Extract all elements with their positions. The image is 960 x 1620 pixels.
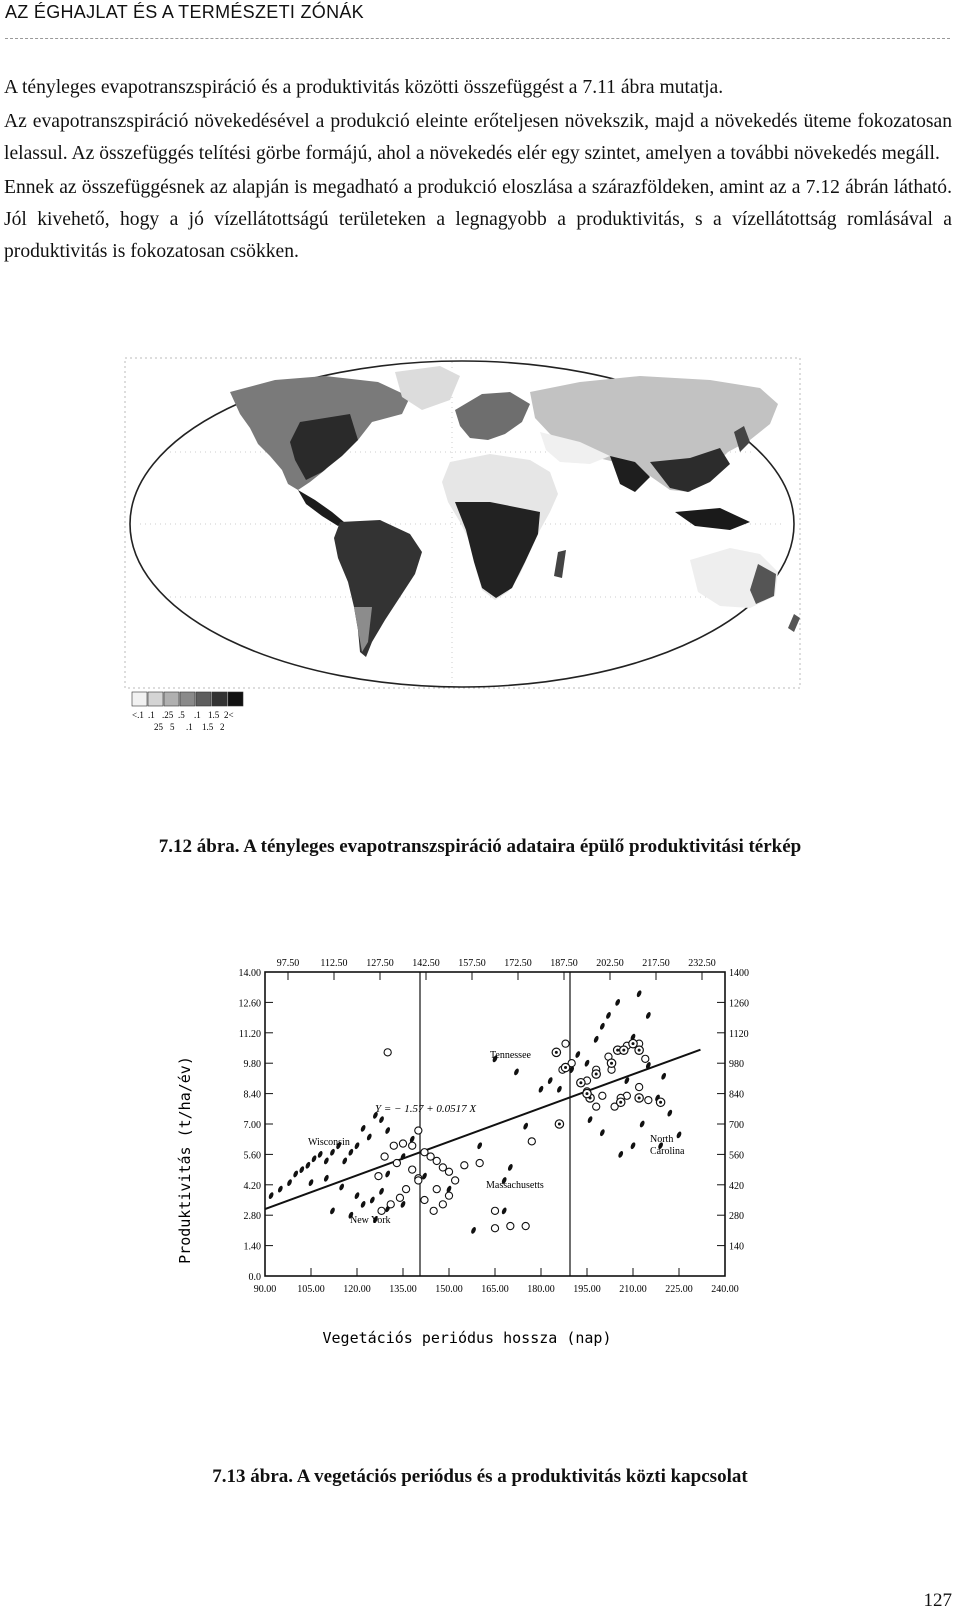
data-point-center	[638, 1049, 641, 1052]
y-tick-label: 9.80	[243, 1059, 261, 1071]
data-point	[354, 1142, 361, 1150]
y-tick-label: 14.00	[238, 968, 261, 979]
legend-label: 2	[220, 722, 225, 732]
x-tick-label-top: 232.50	[688, 958, 716, 969]
data-point	[396, 1194, 403, 1201]
running-header: AZ ÉGHAJLAT ÉS A TERMÉSZETI ZÓNÁK	[5, 2, 364, 22]
data-point	[636, 990, 643, 998]
data-point-center	[579, 1081, 582, 1084]
data-point	[433, 1186, 440, 1193]
data-point	[645, 1011, 652, 1019]
data-point-center	[586, 1092, 589, 1095]
data-point	[676, 1131, 683, 1139]
y-tick-label-right: 140	[729, 1241, 744, 1253]
x-tick-label: 195.00	[573, 1284, 601, 1295]
legend-swatch	[180, 692, 195, 706]
paragraph: Az evapotranszspiráció növekedésével a produkció eleinte erőteljesen növekszik, majd a növekedés üteme fokozatosan lelassul. Az összefüggés telítési görbe formájú, ahol a növekedés elér egy szintet, amelyen a további növekedés megáll.	[4, 111, 952, 164]
data-point	[384, 1049, 391, 1056]
y-tick-label: 1.40	[243, 1241, 261, 1253]
data-point	[378, 1116, 385, 1124]
legend-label: 2<	[224, 710, 234, 720]
y-tick-label: 11.20	[238, 1028, 261, 1040]
x-tick-label-top: 127.50	[366, 958, 394, 969]
legend-swatch	[148, 692, 163, 706]
data-point	[409, 1142, 416, 1149]
data-point	[329, 1148, 336, 1156]
legend-label: 5	[170, 722, 175, 732]
data-point	[439, 1201, 446, 1208]
legend-label: .1	[194, 710, 201, 720]
legend-label: .1	[148, 710, 155, 720]
data-point	[317, 1150, 324, 1158]
y-tick-label-right: 1400	[729, 968, 749, 979]
data-point-center	[619, 1101, 622, 1104]
data-point	[381, 1153, 388, 1160]
x-tick-label: 225.00	[665, 1284, 693, 1295]
y-tick-label: 8.40	[243, 1089, 261, 1101]
header-rule	[5, 38, 950, 39]
annotation-north-carolina: North	[650, 1134, 674, 1145]
y-tick-label: 4.20	[243, 1180, 261, 1192]
data-point	[452, 1177, 459, 1184]
legend-label: .5	[178, 710, 185, 720]
data-point	[461, 1162, 468, 1169]
data-point-center	[659, 1101, 662, 1104]
legend-label: <.1	[132, 710, 144, 720]
data-point-center	[558, 1123, 561, 1126]
data-point	[366, 1133, 373, 1141]
data-point	[430, 1207, 437, 1214]
data-point	[390, 1142, 397, 1149]
data-point	[513, 1068, 520, 1076]
x-tick-label: 240.00	[711, 1284, 739, 1295]
y-tick-label-right: 980	[729, 1059, 744, 1071]
data-point	[354, 1192, 361, 1200]
data-point	[599, 1129, 606, 1137]
paragraph: A tényleges evapotranszspiráció és a produktivitás közötti összefüggést a 7.11 ábra mutatja.	[4, 77, 724, 98]
data-point	[599, 1092, 606, 1099]
data-point	[384, 1170, 391, 1178]
legend-label: .25	[162, 710, 174, 720]
data-point	[323, 1157, 330, 1165]
data-point	[476, 1142, 483, 1150]
data-point	[642, 1055, 649, 1062]
data-point	[421, 1196, 428, 1203]
data-point	[630, 1142, 637, 1150]
legend-swatch	[132, 692, 147, 706]
x-tick-label: 120.00	[343, 1284, 371, 1295]
annotation-new-york: New York	[350, 1215, 391, 1226]
page-number: 127	[923, 1590, 952, 1611]
data-point	[360, 1124, 367, 1132]
data-point	[375, 1173, 382, 1180]
y-tick-label-right: 420	[729, 1180, 744, 1192]
data-point	[660, 1072, 667, 1080]
data-point	[584, 1059, 591, 1067]
annotation-massachusetts: Massachusetts	[486, 1180, 544, 1191]
data-point	[562, 1040, 569, 1047]
data-point	[614, 998, 621, 1006]
data-point	[387, 1201, 394, 1208]
y-tick-label-right: 280	[729, 1211, 744, 1223]
scatter-plot	[170, 945, 790, 1355]
figure-caption: 7.13 ábra. A vegetációs periódus és a produktivitás közti kapcsolat	[212, 1466, 748, 1487]
data-point	[402, 1186, 409, 1193]
data-point	[587, 1116, 594, 1124]
data-point-center	[555, 1051, 558, 1054]
y-tick-label-right: 700	[729, 1120, 744, 1131]
data-point	[636, 1083, 643, 1090]
data-point	[445, 1168, 452, 1175]
x-axis-label: Vegetációs periódus hossza (nap)	[322, 1329, 612, 1347]
x-tick-label-top: 157.50	[458, 958, 486, 969]
paragraph: Ennek az összefüggésnek az alapján is megadható a produkció eloszlása a szárazföldeken, amint az a 7.12 ábrán látható. Jól kivehető, hogy a jó vízellátottságú területeken a legnagyobb a produktivitás, s a vízellátottság romlásával a produktivitás is fokozatosan csökken.	[4, 177, 952, 262]
data-point	[348, 1148, 355, 1156]
map-legend	[132, 692, 243, 732]
data-point	[491, 1225, 498, 1232]
x-tick-label-top: 112.50	[320, 958, 348, 969]
x-tick-label-top: 187.50	[550, 958, 578, 969]
x-tick-label-top: 97.50	[276, 958, 300, 969]
data-point	[593, 1103, 600, 1110]
data-point-center	[595, 1073, 598, 1076]
body-text	[4, 72, 952, 268]
data-point	[605, 1011, 612, 1019]
data-point	[617, 1150, 624, 1158]
y-axis-label: Produktivitás (t/ha/év)	[176, 1056, 194, 1264]
data-point	[593, 1035, 600, 1043]
x-tick-label: 105.00	[297, 1284, 325, 1295]
annotation-wisconsin: Wisconsin	[308, 1137, 350, 1148]
data-point	[360, 1200, 367, 1208]
data-point-center	[622, 1049, 625, 1052]
data-point	[292, 1170, 299, 1178]
data-point	[378, 1187, 385, 1195]
data-point	[445, 1192, 452, 1199]
data-point	[547, 1076, 554, 1084]
x-tick-label: 135.00	[389, 1284, 417, 1295]
data-point	[470, 1226, 477, 1234]
data-point	[378, 1207, 385, 1214]
legend-label: 25	[154, 722, 163, 732]
legend-label: .1	[186, 722, 193, 732]
data-point	[522, 1122, 529, 1130]
data-point	[522, 1222, 529, 1229]
x-tick-label: 180.00	[527, 1284, 555, 1295]
x-tick-label-top: 172.50	[504, 958, 532, 969]
data-point	[298, 1165, 305, 1173]
y-tick-label: 2.80	[243, 1211, 261, 1223]
data-point	[341, 1157, 348, 1165]
data-point	[433, 1157, 440, 1164]
data-point	[507, 1222, 514, 1229]
y-tick-label-right: 1260	[729, 998, 749, 1010]
data-point	[329, 1207, 336, 1215]
data-point	[501, 1207, 508, 1215]
y-tick-label-right: 1120	[729, 1028, 749, 1040]
regression-line	[265, 1050, 700, 1209]
data-point	[666, 1109, 673, 1117]
x-tick-label: 165.00	[481, 1284, 509, 1295]
data-point	[369, 1196, 376, 1204]
data-point	[286, 1179, 293, 1187]
y-tick-label-right: 840	[729, 1089, 744, 1101]
data-point	[384, 1126, 391, 1134]
data-point-center	[616, 1049, 619, 1052]
productivity-map	[110, 352, 810, 737]
x-tick-label-top: 142.50	[412, 958, 440, 969]
y-tick-label: 0.0	[248, 1272, 261, 1283]
data-point	[338, 1183, 345, 1191]
x-tick-label: 210.00	[619, 1284, 647, 1295]
new-zealand-shape	[788, 614, 800, 632]
data-point	[538, 1085, 545, 1093]
y-tick-label: 12.60	[238, 998, 261, 1010]
y-tick-label: 5.60	[243, 1150, 261, 1162]
data-point	[311, 1155, 318, 1163]
legend-label: 1.5	[208, 710, 220, 720]
data-point-center	[632, 1042, 635, 1045]
figure-caption: 7.12 ábra. A tényleges evapotranszspiráció adataira épülő produktivitási térkép	[158, 836, 802, 857]
y-tick-label: 7.00	[243, 1120, 261, 1131]
data-point	[645, 1097, 652, 1104]
data-point	[399, 1140, 406, 1147]
data-point	[507, 1163, 514, 1171]
data-point-center	[564, 1066, 567, 1069]
legend-swatch	[228, 692, 243, 706]
data-point	[476, 1159, 483, 1166]
annotation-north-carolina: Carolina	[650, 1146, 685, 1157]
data-point	[415, 1127, 422, 1134]
data-point	[268, 1192, 275, 1200]
data-point	[393, 1159, 400, 1166]
data-point	[323, 1174, 330, 1182]
data-point	[305, 1161, 312, 1169]
data-point	[277, 1185, 284, 1193]
legend-swatch	[196, 692, 211, 706]
data-point	[528, 1138, 535, 1145]
data-point-center	[610, 1062, 613, 1065]
data-point	[556, 1085, 563, 1093]
x-tick-label-top: 217.50	[642, 958, 670, 969]
annotation-tennessee: Tennessee	[490, 1050, 531, 1061]
data-point	[409, 1166, 416, 1173]
data-point	[415, 1177, 422, 1184]
legend-label: 1.5	[202, 722, 214, 732]
legend-swatch	[164, 692, 179, 706]
regression-equation: Y = − 1.57 + 0.0517 X	[375, 1103, 477, 1115]
data-point	[308, 1179, 315, 1187]
data-point	[639, 1120, 646, 1128]
x-tick-label: 150.00	[435, 1284, 463, 1295]
y-tick-label-right: 560	[729, 1150, 744, 1162]
data-point	[599, 1022, 606, 1030]
x-tick-label: 90.00	[253, 1284, 277, 1295]
data-point	[574, 1050, 581, 1058]
data-point	[491, 1207, 498, 1214]
data-point-center	[638, 1096, 641, 1099]
legend-swatch	[212, 692, 227, 706]
x-tick-label-top: 202.50	[596, 958, 624, 969]
